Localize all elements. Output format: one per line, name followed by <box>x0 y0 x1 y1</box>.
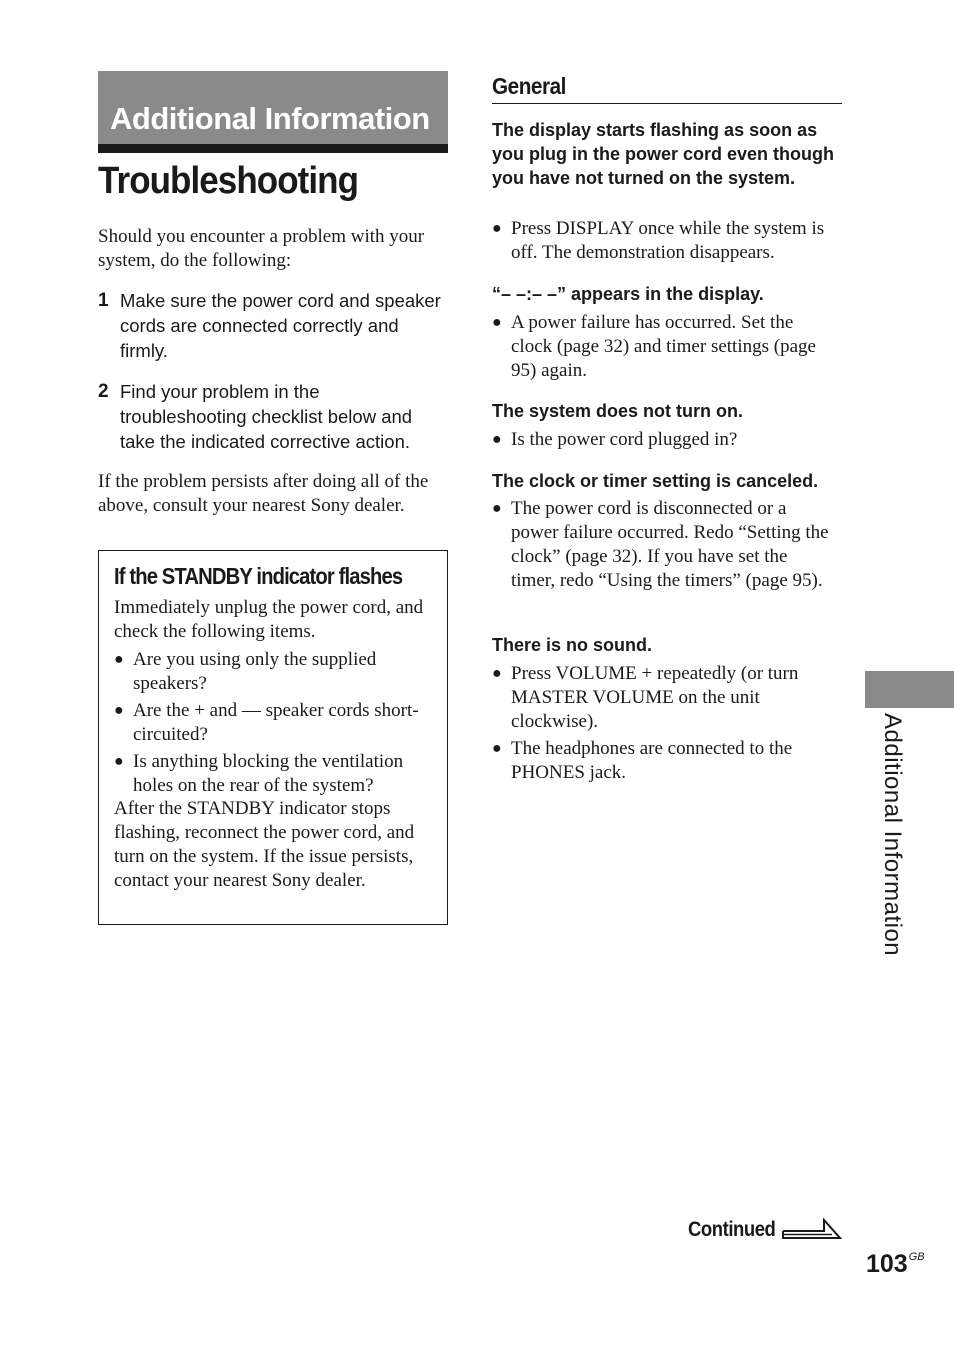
answer-text: The power cord is disconnected or a power failure occurred. Redo “Setting the clock” (page 32). If you have set the timer, redo “Using the timers” (page 95). <box>511 498 829 591</box>
bullet-text: Are you using only the supplied speakers? <box>133 649 377 694</box>
step-number: 1 <box>98 290 109 311</box>
bullet-dot: ● <box>492 220 502 237</box>
standby-box <box>98 550 448 925</box>
side-tab-label: Additional Information <box>879 713 906 957</box>
question-heading: The system does not turn on. <box>492 401 744 421</box>
bullet-text: Are the + and — speaker cords short-circuited? <box>133 700 419 745</box>
bullet-dot: ● <box>492 500 502 517</box>
page-number <box>866 1250 925 1279</box>
page-title: Troubleshooting <box>98 160 359 202</box>
standby-box-intro: Immediately unplug the power cord, and check the following items. <box>114 597 424 642</box>
general-heading: General <box>492 73 566 99</box>
answer-text: Press VOLUME + repeatedly (or turn MASTER VOLUME on the unit clockwise). <box>511 663 799 732</box>
question-heading: “– –:– –” appears in the display. <box>492 284 764 304</box>
step-number: 2 <box>98 381 109 402</box>
side-tab-marker <box>865 671 954 708</box>
general-rule <box>492 103 842 104</box>
answer-text: Is the power cord plugged in? <box>511 429 738 450</box>
bullet-dot: ● <box>114 651 124 668</box>
bullet-dot: ● <box>492 314 502 331</box>
page-number-suffix: GB <box>908 1251 925 1263</box>
intro-text: Should you encounter a problem with your system, do the following: <box>98 226 425 271</box>
standby-box-after: After the STANDBY indicator stops flashing, reconnect the power cord, and turn on the system. If the issue persists, contact your nearest Sony dealer. <box>114 798 415 891</box>
page-number-value: 103 <box>866 1250 908 1278</box>
question-heading: There is no sound. <box>492 635 653 655</box>
bullet-text: Is anything blocking the ventilation holes on the rear of the system? <box>133 751 404 796</box>
bullet-dot: ● <box>492 740 502 757</box>
bullet-dot: ● <box>492 665 502 682</box>
continued-label: Continued <box>688 1218 776 1241</box>
question-heading: The clock or timer setting is canceled. <box>492 471 819 491</box>
answer-text: A power failure has occurred. Set the clock (page 32) and timer settings (page 95) again. <box>511 312 816 381</box>
section-title: Additional Information <box>110 101 430 136</box>
continued-arrow-icon <box>782 1218 842 1242</box>
section-banner <box>98 71 448 153</box>
after-steps-text: If the problem persists after doing all of the above, consult your nearest Sony dealer. <box>98 471 429 516</box>
question-heading: The display starts flashing as soon as you plug in the power cord even though you have not turned on the system. <box>492 120 834 188</box>
step-text: Find your problem in the troubleshooting checklist below and take the indicated corrective action. <box>120 381 413 452</box>
section-banner-underline <box>98 144 448 153</box>
bullet-dot: ● <box>114 702 124 719</box>
answer-text: Press DISPLAY once while the system is off. The demonstration disappears. <box>511 218 825 263</box>
step-text: Make sure the power cord and speaker cords are connected correctly and firmly. <box>120 290 441 361</box>
bullet-dot: ● <box>492 431 502 448</box>
standby-box-title: If the STANDBY indicator flashes <box>114 563 403 589</box>
answer-text: The headphones are connected to the PHONES jack. <box>511 738 793 783</box>
bullet-dot: ● <box>114 753 124 770</box>
